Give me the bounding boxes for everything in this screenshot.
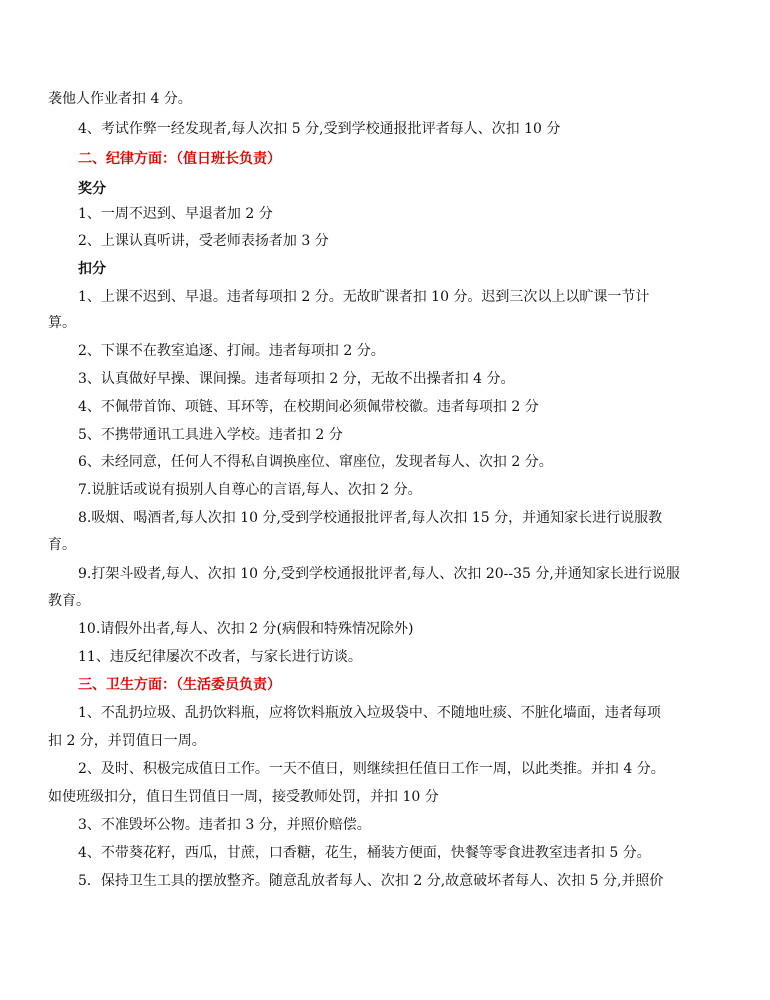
text-line: 4、不佩带首饰、项链、耳环等，在校期间必须佩带校徽。违者每项扣 2 分 [78, 399, 539, 415]
text-line: 6、未经同意，任何人不得私自调换座位、窜座位，发现者每人、次扣 2 分。 [78, 454, 553, 470]
text-line: 1、上课不迟到、早退。违者每项扣 2 分。无故旷课者扣 10 分。迟到三次以上以旷课一节计 [78, 289, 650, 305]
text-line: 4、不带葵花籽，西瓜，甘蔗，口香糖，花生，桶装方便面，快餐等零食进教室违者扣 5 分。 [78, 845, 651, 861]
text-line: 9.打架斗殴者,每人、次扣 10 分,受到学校通报批评者,每人、次扣 20--35 分,并通知家长进行说服 [78, 566, 680, 582]
text-line: 扣 2 分，并罚值日一周。 [48, 733, 206, 749]
section-heading: 二、纪律方面：（值日班长负责） [78, 151, 281, 167]
text-line: 7.说脏话或说有损别人自尊心的言语,每人、次扣 2 分。 [78, 482, 422, 498]
text-line: 算。 [48, 315, 76, 331]
text-line: 5．保持卫生工具的摆放整齐。随意乱放者每人、次扣 2 分,故意破坏者每人、次扣 5 分,并照价 [78, 873, 664, 889]
text-line: 教育。 [48, 593, 90, 609]
text-line: 11、违反纪律屡次不改者，与家长进行访谈。 [78, 649, 362, 665]
text-line: 2、下课不在教室追逐、打闹。违者每项扣 2 分。 [78, 343, 385, 359]
text-line: 3、认真做好早操、课间操。违者每项扣 2 分，无故不出操者扣 4 分。 [78, 371, 515, 387]
section-heading: 三、卫生方面：（生活委员负责） [78, 677, 281, 693]
text-line: 育。 [48, 537, 76, 553]
text-line: 袭他人作业者扣 4 分。 [48, 91, 192, 107]
subheading: 扣分 [78, 261, 106, 277]
text-line: 4、考试作弊一经发现者,每人次扣 5 分,受到学校通报批评者每人、次扣 10 分 [78, 121, 561, 137]
text-line: 2、上课认真听讲，受老师表扬者加 3 分 [78, 233, 329, 249]
text-line: 1、不乱扔垃圾、乱扔饮料瓶，应将饮料瓶放入垃圾袋中、不随地吐痰、不脏化墙面，违者每项 [78, 705, 661, 721]
text-line: 5、不携带通讯工具进入学校。违者扣 2 分 [78, 427, 343, 443]
text-line: 如使班级扣分，值日生罚值日一周，接受教师处罚，并扣 10 分 [48, 789, 439, 805]
text-line: 10.请假外出者,每人、次扣 2 分(病假和特殊情况除外) [78, 621, 414, 637]
text-line: 2、及时、积极完成值日工作。一天不值日，则继续担任值日工作一周，以此类推。并扣 4 分。 [78, 761, 665, 777]
text-line: 1、一周不迟到、早退者加 2 分 [78, 206, 273, 222]
subheading: 奖分 [78, 181, 106, 197]
text-line: 8.吸烟、喝酒者,每人次扣 10 分,受到学校通报批评者,每人次扣 15 分，并通知家长进行说服教 [78, 510, 663, 526]
text-line: 3、不准毁坏公物。违者扣 3 分，并照价赔偿。 [78, 817, 371, 833]
